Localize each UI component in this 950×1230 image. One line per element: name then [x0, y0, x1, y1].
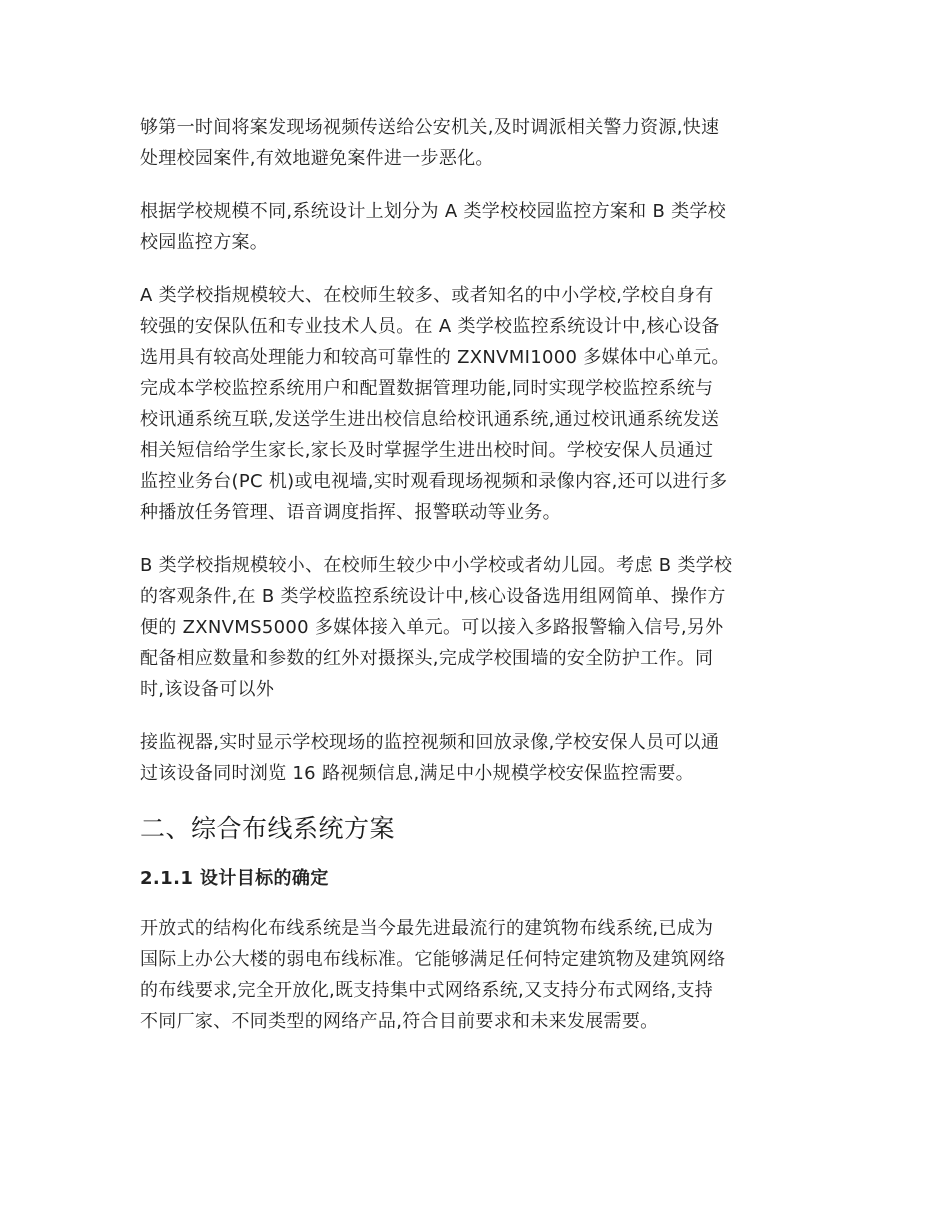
- paragraph-line: 相关短信给学生家长,家长及时掌握学生进出校时间。学校安保人员通过: [140, 440, 714, 461]
- paragraph-line: 完成本学校监控系统用户和配置数据管理功能,同时实现学校监控系统与: [140, 378, 714, 399]
- paragraph-line: 开放式的结构化布线系统是当今最先进最流行的建筑物布线系统,已成为: [140, 918, 714, 939]
- paragraph-line: 的客观条件,在 B 类学校监控系统设计中,核心设备选用组网简单、操作方: [140, 586, 726, 607]
- paragraph-line: 选用具有较高处理能力和较高可靠性的 ZXNVMI1000 多媒体中心单元。: [140, 347, 730, 368]
- paragraph-class-b-school: [140, 550, 815, 705]
- paragraph-school-classification: [140, 196, 815, 258]
- paragraph-line: 国际上办公大楼的弱电布线标准。它能够满足任何特定建筑物及建筑网络: [140, 949, 726, 970]
- paragraph-line: 校园监控方案。: [140, 232, 269, 253]
- paragraph-line: 过该设备同时浏览 16 路视频信息,满足中小规模学校安保监控需要。: [140, 763, 694, 784]
- paragraph-monitor-output: [140, 727, 815, 789]
- paragraph-line: 较强的安保队伍和专业技术人员。在 A 类学校监控系统设计中,核心设备: [140, 316, 720, 337]
- paragraph-line: 监控业务台(PC 机)或电视墙,实时观看现场视频和录像内容,还可以进行多: [140, 471, 728, 492]
- document-page: [140, 112, 815, 1059]
- paragraph-line: 的布线要求,完全开放化,既支持集中式网络系统,又支持分布式网络,支持: [140, 980, 714, 1001]
- paragraph-line: 够第一时间将案发现场视频传送给公安机关,及时调派相关警力资源,快速: [140, 117, 720, 138]
- paragraph-line: 配备相应数量和参数的红外对摄探头,完成学校围墙的安全防护工作。同: [140, 648, 714, 669]
- paragraph-emergency-response: [140, 112, 815, 174]
- section-heading: 二、综合布线系统方案: [140, 814, 396, 843]
- paragraph-line: A 类学校指规模较大、在校师生较多、或者知名的中小学校,学校自身有: [140, 285, 714, 306]
- paragraph-line: 不同厂家、不同类型的网络产品,符合目前要求和未来发展需要。: [140, 1011, 659, 1032]
- paragraph-line: 接监视器,实时显示学校现场的监控视频和回放录像,学校安保人员可以通: [140, 732, 720, 753]
- paragraph-line: B 类学校指规模较小、在校师生较少中小学校或者幼儿园。考虑 B 类学校: [140, 555, 733, 576]
- paragraph-line: 校讯通系统互联,发送学生进出校信息给校讯通系统,通过校讯通系统发送: [140, 409, 720, 430]
- paragraph-line: 根据学校规模不同,系统设计上划分为 A 类学校校园监控方案和 B 类学校: [140, 201, 727, 222]
- paragraph-line: 时,该设备可以外: [140, 679, 275, 700]
- paragraph-line: 种播放任务管理、语音调度指挥、报警联动等业务。: [140, 502, 561, 523]
- subsection-heading: 2.1.1 设计目标的确定: [140, 868, 329, 889]
- paragraph-line: 便的 ZXNVMS5000 多媒体接入单元。可以接入多路报警输入信号,另外: [140, 617, 724, 638]
- paragraph-line: 处理校园案件,有效地避免案件进一步恶化。: [140, 148, 494, 169]
- paragraph-class-a-school: [140, 280, 815, 528]
- paragraph-structured-cabling: [140, 913, 815, 1037]
